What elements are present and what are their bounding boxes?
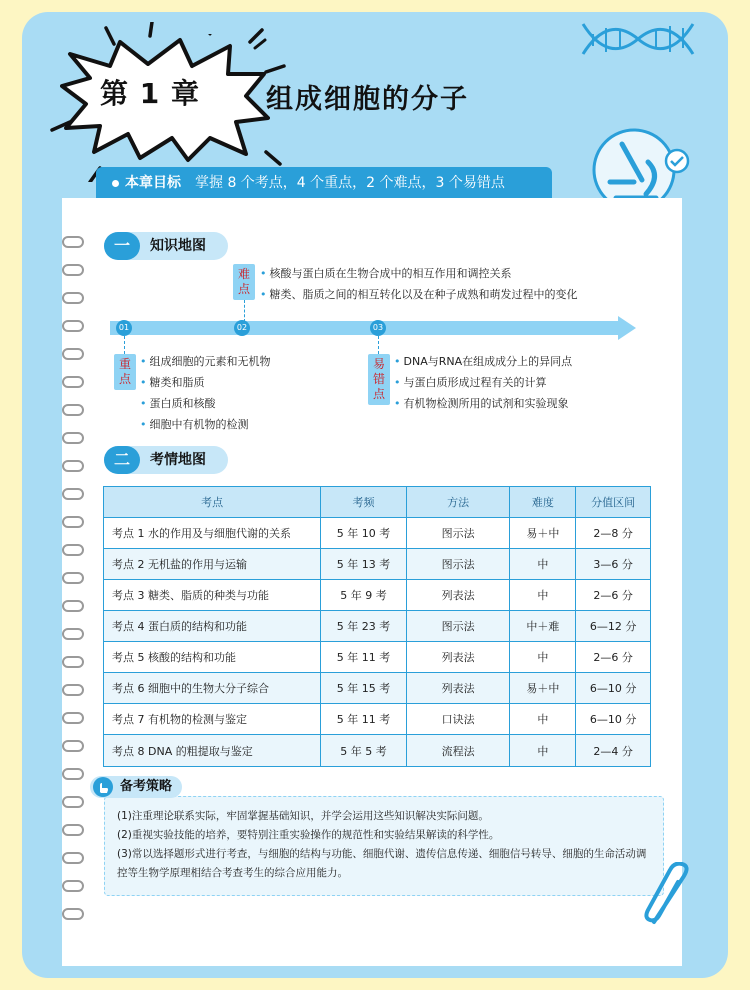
table-cell: 易＋中: [510, 518, 576, 549]
table-header-row: [104, 487, 650, 518]
section-title: 考情地图: [150, 452, 206, 468]
binder-ring: [62, 264, 84, 276]
hard-point-item: • 糖类、脂质之间的相互转化以及在种子成熟和萌发过程中的变化: [260, 286, 578, 302]
timeline-node: 03: [370, 320, 386, 336]
binder-ring: [62, 880, 84, 892]
table-cell: 易＋中: [510, 673, 576, 704]
pointing-hand-icon: [92, 776, 114, 798]
binder-ring: [62, 516, 84, 528]
timeline-node: 01: [116, 320, 132, 336]
bullet-dot: [112, 180, 119, 187]
table-row: [104, 673, 650, 704]
exam-table: [103, 486, 651, 767]
binder-ring: [62, 768, 84, 780]
chapter-goal-bar: [96, 167, 552, 200]
column-header: 考频: [321, 487, 407, 518]
binder-ring: [62, 656, 84, 668]
connector-line: [244, 300, 245, 322]
table-cell: 5 年 13 考: [321, 549, 407, 580]
binder-ring: [62, 796, 84, 808]
timeline-arrow: [110, 321, 622, 335]
goal-label: 本章目标: [125, 175, 181, 191]
binder-ring: [62, 824, 84, 836]
table-cell: 列表法: [407, 580, 511, 611]
binder-ring: [62, 908, 84, 920]
strategy-title: 备考策略: [90, 776, 182, 798]
table-cell: 考点 4 蛋白质的结构和功能: [104, 611, 321, 642]
table-cell: 5 年 15 考: [321, 673, 407, 704]
column-header: 分值区间: [576, 487, 650, 518]
table-cell: 5 年 10 考: [321, 518, 407, 549]
column-header: 难度: [510, 487, 576, 518]
table-cell: 考点 1 水的作用及与细胞代谢的关系: [104, 518, 321, 549]
table-cell: 2—8 分: [576, 518, 650, 549]
binder-ring: [62, 320, 84, 332]
dna-icon: [578, 14, 698, 64]
table-cell: 考点 2 无机盐的作用与运输: [104, 549, 321, 580]
binder-ring: [62, 292, 84, 304]
table-cell: 2—6 分: [576, 580, 650, 611]
binder-ring: [62, 236, 84, 248]
hard-points-tag: 难点: [233, 264, 255, 300]
timeline-arrow-head: [618, 316, 636, 340]
section-knowledge-map: [104, 232, 228, 260]
table-row: [104, 704, 650, 735]
error-points-tag: 易错点: [368, 354, 390, 405]
table-cell: 2—4 分: [576, 735, 650, 766]
table-cell: 中: [510, 580, 576, 611]
column-header: 考点: [104, 487, 321, 518]
chapter-title: 组成细胞的分子: [266, 84, 469, 115]
binder-ring: [62, 348, 84, 360]
table-cell: 考点 6 细胞中的生物大分子综合: [104, 673, 321, 704]
table-row: [104, 518, 650, 549]
table-cell: 列表法: [407, 673, 511, 704]
table-cell: 5 年 11 考: [321, 704, 407, 735]
binder-ring: [62, 852, 84, 864]
key-point-item: • 蛋白质和核酸: [140, 395, 216, 411]
timeline-node: 02: [234, 320, 250, 336]
binder-ring: [62, 544, 84, 556]
error-point-item: • 与蛋白质形成过程有关的计算: [394, 374, 547, 390]
key-point-item: • 组成细胞的元素和无机物: [140, 353, 271, 369]
binder-ring: [62, 404, 84, 416]
table-cell: 3—6 分: [576, 549, 650, 580]
binder-ring: [62, 740, 84, 752]
table-row: [104, 735, 650, 766]
table-row: [104, 611, 650, 642]
table-cell: 考点 3 糖类、脂质的种类与功能: [104, 580, 321, 611]
table-cell: 流程法: [407, 735, 511, 766]
table-cell: 5 年 23 考: [321, 611, 407, 642]
table-cell: 考点 7 有机物的检测与鉴定: [104, 704, 321, 735]
table-cell: 5 年 9 考: [321, 580, 407, 611]
table-cell: 考点 8 DNA 的粗提取与鉴定: [104, 735, 321, 766]
table-cell: 图示法: [407, 549, 511, 580]
table-cell: 图示法: [407, 611, 511, 642]
key-point-item: • 细胞中有机物的检测: [140, 416, 249, 432]
table-cell: 5 年 11 考: [321, 642, 407, 673]
strategy-item: (1)注重理论联系实际，牢固掌握基础知识，并学会运用这些知识解决实际问题。: [117, 810, 489, 822]
binder-ring: [62, 376, 84, 388]
chapter-number: 第 1 章: [100, 77, 200, 110]
binder-ring: [62, 432, 84, 444]
table-cell: 中: [510, 735, 576, 766]
connector-line: [378, 336, 379, 354]
binder-ring: [62, 488, 84, 500]
key-point-item: • 糖类和脂质: [140, 374, 205, 390]
binder-ring: [62, 460, 84, 472]
key-points-tag: 重点: [114, 354, 136, 390]
table-row: [104, 642, 650, 673]
table-cell: 中: [510, 549, 576, 580]
table-cell: 中: [510, 642, 576, 673]
binder-ring: [62, 628, 84, 640]
binder-ring: [62, 572, 84, 584]
section-number: 一: [104, 232, 140, 260]
error-point-item: • 有机物检测所用的试剂和实验现象: [394, 395, 569, 411]
strategy-item: (2)重视实验技能的培养，要特别注重实验操作的规范性和实验结果解读的科学性。: [117, 829, 500, 841]
section-number: 二: [104, 446, 140, 474]
binder-ring: [62, 712, 84, 724]
table-row: [104, 580, 650, 611]
column-header: 方法: [407, 487, 511, 518]
table-row: [104, 549, 650, 580]
table-cell: 6—12 分: [576, 611, 650, 642]
binder-ring: [62, 684, 84, 696]
table-cell: 6—10 分: [576, 673, 650, 704]
table-cell: 6—10 分: [576, 704, 650, 735]
binder-ring: [62, 600, 84, 612]
table-cell: 考点 5 核酸的结构和功能: [104, 642, 321, 673]
table-cell: 图示法: [407, 518, 511, 549]
table-cell: 中: [510, 704, 576, 735]
table-cell: 2—6 分: [576, 642, 650, 673]
table-cell: 列表法: [407, 642, 511, 673]
hard-point-item: • 核酸与蛋白质在生物合成中的相互作用和调控关系: [260, 265, 512, 281]
section-title: 知识地图: [150, 238, 206, 254]
goal-text: 掌握 8 个考点，4 个重点，2 个难点，3 个易错点: [195, 175, 505, 191]
paperclip-icon: [640, 862, 696, 932]
section-exam-map: [104, 446, 228, 474]
check-badge-icon: [664, 148, 690, 174]
table-cell: 口诀法: [407, 704, 511, 735]
error-point-item: • DNA与RNA在组成成分上的异同点: [394, 353, 572, 369]
connector-line: [124, 336, 125, 354]
strategy-box: [104, 796, 664, 896]
strategy-item: (3)常以选择题形式进行考查，与细胞的结构与功能、细胞代谢、遗传信息传递、细胞信号转导、细胞的生命活动调控等生物学原理相结合考查考生的综合应用能力。: [117, 848, 647, 879]
table-cell: 中＋难: [510, 611, 576, 642]
table-cell: 5 年 5 考: [321, 735, 407, 766]
